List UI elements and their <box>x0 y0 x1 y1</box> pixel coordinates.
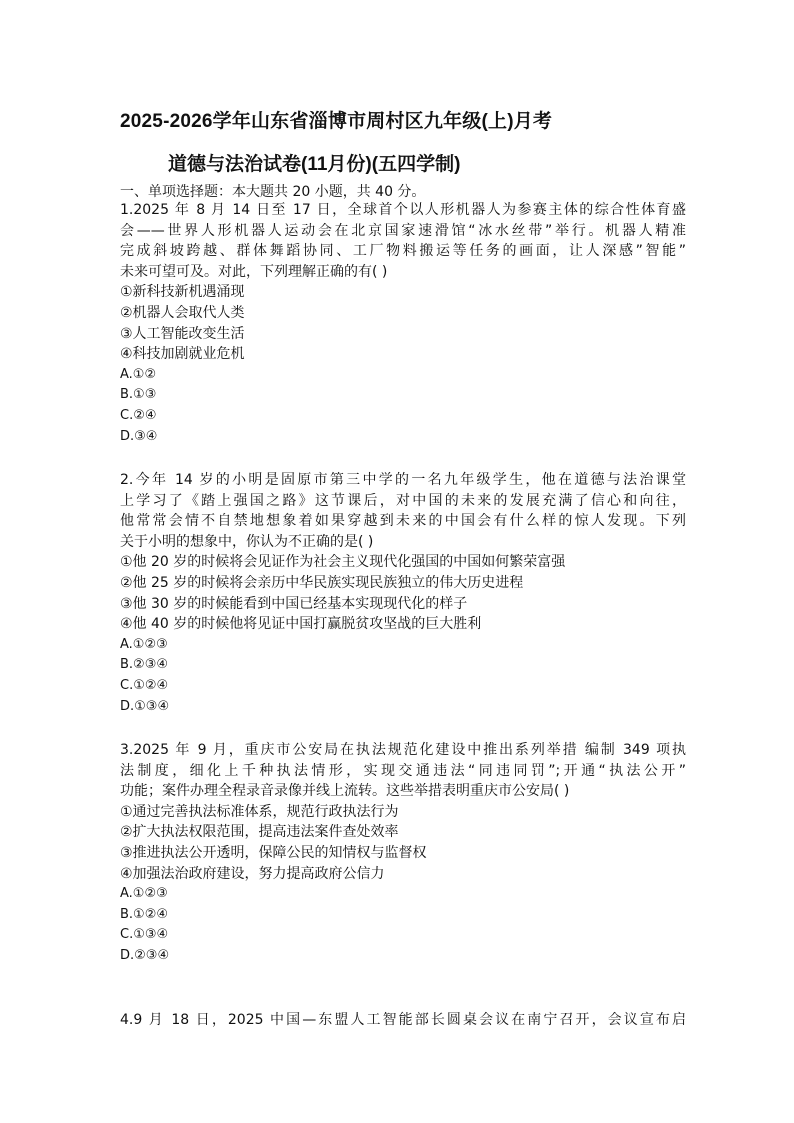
exam-title-line2: 道德与法治试卷(11月份)(五四学制) <box>168 154 461 175</box>
section-header: 一、单项选择题：本大题共 20 小题，共 40 分。 <box>120 184 426 200</box>
question-1-text-line: 完成斜坡跨越、群体舞蹈协同、工厂物料搬运等任务的画面，让人深感”智能” <box>120 243 686 260</box>
answer-option-a: A.①②③ <box>120 636 168 652</box>
question-4 <box>120 1010 686 1031</box>
statement-item: ②机器人会取代人类 <box>120 304 245 321</box>
exam-title-line1: 2025-2026学年山东省淄博市周村区九年级(上)月考 <box>120 111 553 132</box>
question-1-text-line: 会——世界人形机器人运动会在北京国家速滑馆“冰水丝带”举行。机器人精准 <box>120 222 686 239</box>
statement-item: ②扩大执法权限范围，提高违法案件查处效率 <box>120 824 399 841</box>
statement-item: ④科技加剧就业危机 <box>120 346 245 363</box>
answer-option-b: B.①③ <box>120 387 157 403</box>
answer-option-c: C.①②④ <box>120 677 169 693</box>
question-2-text-line: 2.今年 14 岁的小明是固原市第三中学的一名九年级学生，他在道德与法治课堂 <box>120 472 686 488</box>
question-3-text-line: 3.2025 年 9 月，重庆市公安局在执法规范化建设中推出系列举措 编制 349 项执 <box>120 742 686 758</box>
question-2-text-line: 上学习了《踏上强国之路》这节课后，对中国的未来的发展充满了信心和向往， <box>120 492 686 509</box>
question-3-text-line: 法制度，细化上千种执法情形，实现交通违法“同违同罚”;开通“执法公开” <box>120 762 686 779</box>
answer-option-d: D.②③④ <box>120 947 170 963</box>
answer-option-b: B.①②④ <box>120 906 169 922</box>
question-1 <box>120 200 686 447</box>
statement-item: ③推进执法公开透明，保障公民的知情权与监督权 <box>120 844 427 861</box>
statement-item: ①新科技新机遇涌现 <box>120 284 245 301</box>
answer-option-a: A.①② <box>120 366 157 382</box>
statement-item: ①他 20 岁的时候将会见证作为社会主义现代化强国的中国如何繁荣富强 <box>120 554 566 571</box>
answer-option-a: A.①②③ <box>120 886 168 902</box>
question-1-text-line: 1.2025 年 8 月 14 日至 17 日，全球首个以人形机器人为参赛主体的综合性体育盛 <box>120 202 686 218</box>
answer-option-d: D.①③④ <box>120 698 170 714</box>
statement-item: ②他 25 岁的时候将会亲历中华民族实现民族独立的伟大历史进程 <box>120 574 524 591</box>
statement-item: ④他 40 岁的时候他将见证中国打赢脱贫攻坚战的巨大胜利 <box>120 616 482 633</box>
answer-option-d: D.③④ <box>120 428 158 444</box>
question-2 <box>120 470 686 717</box>
question-3-text-line: 功能；案件办理全程录音录像并线上流转。这些举措表明重庆市公安局( ) <box>120 783 570 800</box>
statement-item: ③他 30 岁的时候能看到中国已经基本实现现代化的样子 <box>120 595 468 612</box>
statement-item: ①通过完善执法标准体系，规范行政执法行为 <box>120 803 399 820</box>
question-3 <box>120 740 686 967</box>
question-1-text-line: 未来可望可及。对此，下列理解正确的有( ) <box>120 263 388 280</box>
statement-item: ③人工智能改变生活 <box>120 325 245 342</box>
statement-item: ④加强法治政府建设，努力提高政府公信力 <box>120 865 385 882</box>
answer-option-b: B.②③④ <box>120 657 169 673</box>
answer-option-c: C.②④ <box>120 407 157 423</box>
question-2-text-line: 关于小明的想象中，你认为不正确的是( ) <box>120 533 374 550</box>
question-4-text-line: 4.9 月 18 日，2025 中国—东盟人工智能部长圆桌会议在南宁召开，会议宣布启 <box>120 1012 686 1028</box>
answer-option-c: C.①③④ <box>120 927 169 943</box>
question-2-text-line: 他常常会情不自禁地想象着如果穿越到未来的中国会有什么样的惊人发现。下列 <box>120 513 686 530</box>
